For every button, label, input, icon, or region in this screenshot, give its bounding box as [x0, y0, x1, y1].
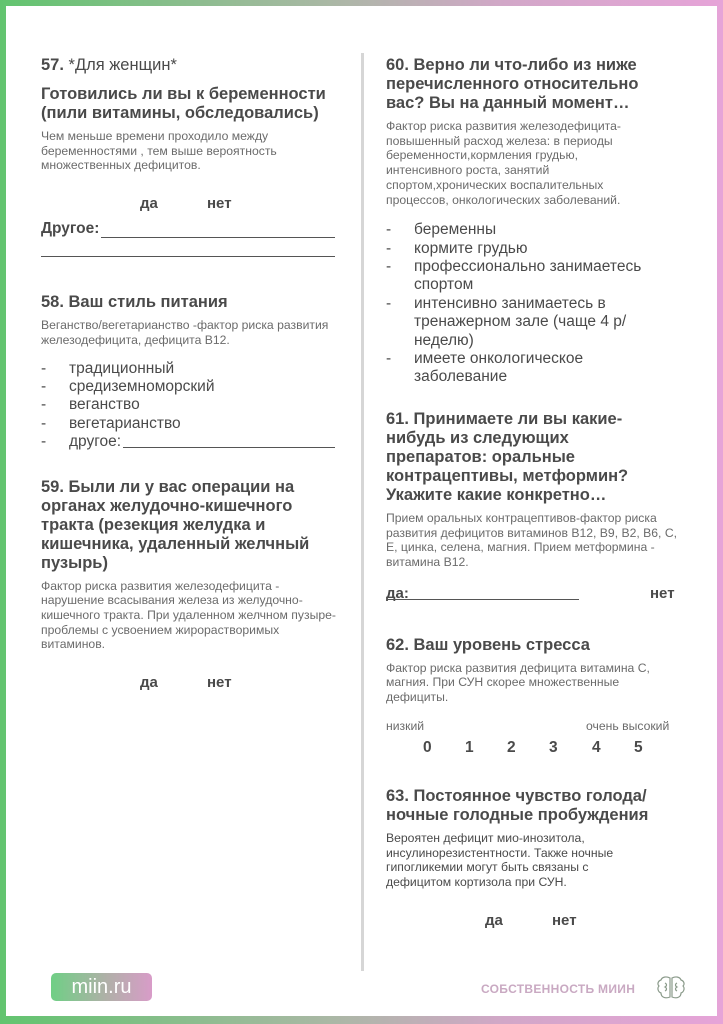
answer-yes-field[interactable] [386, 585, 409, 602]
answer-no[interactable]: нет [650, 584, 675, 602]
answer-no[interactable]: нет [207, 674, 232, 692]
question-63-answers [386, 912, 686, 932]
question-61-title: 61. Принимаете ли вы какие-нибудь из следующих препаратов: оральные контрацептивы, метформин? Укажите какие конкретно… [386, 409, 629, 504]
question-62-description: Фактор риска развития дефицита витамина С, магния. При СУН скорее множественные дефициты. [386, 660, 650, 705]
option-professional-sport[interactable]: - профессионально занимаетесь спортом [386, 258, 642, 294]
question-63 [386, 787, 686, 932]
question-59-description: Фактор риска развития железодефицита - нарушение всасывания железа из желудочно-кишечного тракта. При удаленном желчном пузыре-проблемы с усвоением жирорастворимых витаминов. [41, 578, 336, 652]
answer-yes[interactable]: да [140, 195, 158, 213]
question-63-title: 63. Постоянное чувство голода/ ночные голодные пробуждения [386, 786, 649, 824]
stress-scale [386, 739, 686, 759]
option-oncology[interactable]: - имеете онкологическое заболевание [386, 350, 584, 386]
option-pregnant[interactable]: - беременны [386, 221, 497, 239]
option-vegan[interactable]: - веганство [41, 396, 140, 414]
scale-option-5[interactable]: 5 [634, 738, 643, 756]
question-57-header [41, 56, 341, 75]
question-59 [41, 478, 341, 695]
left-column [41, 56, 341, 694]
question-60-options [386, 221, 678, 387]
scale-option-4[interactable]: 4 [592, 738, 601, 756]
scale-option-2[interactable]: 2 [507, 738, 516, 756]
answer-no[interactable]: нет [207, 195, 232, 213]
question-60-title: 60. Верно ли что-либо из ниже перечисленного относительно вас? Вы на данный момент… [386, 56, 639, 112]
scale-option-0[interactable]: 0 [423, 738, 432, 756]
right-column [386, 56, 686, 932]
question-60 [386, 56, 686, 387]
scale-low-label: низкий [386, 718, 425, 733]
column-divider [361, 53, 364, 971]
other-label: Другое: [41, 220, 100, 238]
question-58 [41, 293, 341, 451]
question-61 [386, 410, 686, 605]
answer-no[interactable]: нет [552, 911, 577, 929]
question-63-description: Вероятен дефицит мио-инозитола, инсулинорезистентности. Также ночные гипогликемии могут быть связаны с дефицитом кортизола при СУН. [386, 830, 614, 889]
option-traditional[interactable]: - традиционный [41, 359, 175, 377]
question-57-description: Чем меньше времени проходило между беременностями , тем выше вероятность множественных дефицитов. [41, 129, 277, 173]
answer-yes[interactable]: да [485, 911, 503, 929]
stress-scale-labels [386, 719, 680, 735]
site-logo-badge[interactable]: miin.ru [51, 973, 152, 1001]
question-61-answers [386, 585, 680, 605]
answer-yes[interactable]: да [140, 674, 158, 692]
question-58-description: Веганство/вегетарианство -фактор риска развития железодефицита, дефицита В12. [41, 318, 329, 347]
other-input-line-2[interactable] [41, 256, 335, 257]
option-mediterranean[interactable]: - средиземноморский [41, 377, 215, 395]
option-gym[interactable]: - интенсивно занимаетесь в тренажерном зале (чаще 4 р/неделю) [386, 294, 627, 349]
question-59-answers [41, 674, 341, 694]
question-57-title: Готовились ли вы к беременности (пили витамины, обследовались) [41, 85, 326, 122]
question-57-answers [41, 195, 341, 215]
brain-icon [656, 975, 686, 1001]
question-58-options [41, 360, 341, 452]
question-59-title: 59. Были ли у вас операции на органах желудочно-кишечного тракта (резекция желудка и кишечника, удаленный желчный пузырь) [41, 477, 310, 572]
question-60-description: Фактор риска развития железодефицита-повышенный расход железа: в периоды беременности,кормления грудью, интенсивного роста, занятий спортом,хронических воспалительных процессов, онкологических заболеваний. [386, 119, 621, 207]
other-input-line[interactable] [101, 224, 335, 238]
option-other-input-line[interactable] [123, 433, 335, 448]
scale-option-1[interactable]: 1 [465, 738, 474, 756]
answer-yes-input-line[interactable] [387, 585, 579, 600]
question-57-number: 57. [41, 56, 64, 74]
scale-option-3[interactable]: 3 [549, 738, 558, 756]
question-61-description: Прием оральных контрацептивов-фактор риска развития дефицитов витаминов В12, В9, В2, В6, С, Е, цинка, селена, магния. Прием метформина - витамина В12. [386, 510, 678, 569]
question-57 [41, 56, 341, 257]
scale-high-label: очень высокий [586, 718, 670, 733]
option-vegetarian[interactable]: - вегетарианство [41, 414, 181, 432]
ownership-label: СОБСТВЕННОСТЬ МИИН [481, 982, 636, 996]
answer-yes: да: [386, 584, 409, 602]
question-57-tag: *Для женщин* [68, 56, 177, 74]
option-other[interactable]: - другое: [41, 433, 341, 451]
option-breastfeeding[interactable]: - кормите грудью [386, 239, 528, 257]
question-58-title: 58. Ваш стиль питания [41, 293, 228, 312]
question-62 [386, 636, 686, 759]
question-62-title: 62. Ваш уровень стресса [386, 635, 590, 654]
question-57-other [41, 220, 335, 238]
